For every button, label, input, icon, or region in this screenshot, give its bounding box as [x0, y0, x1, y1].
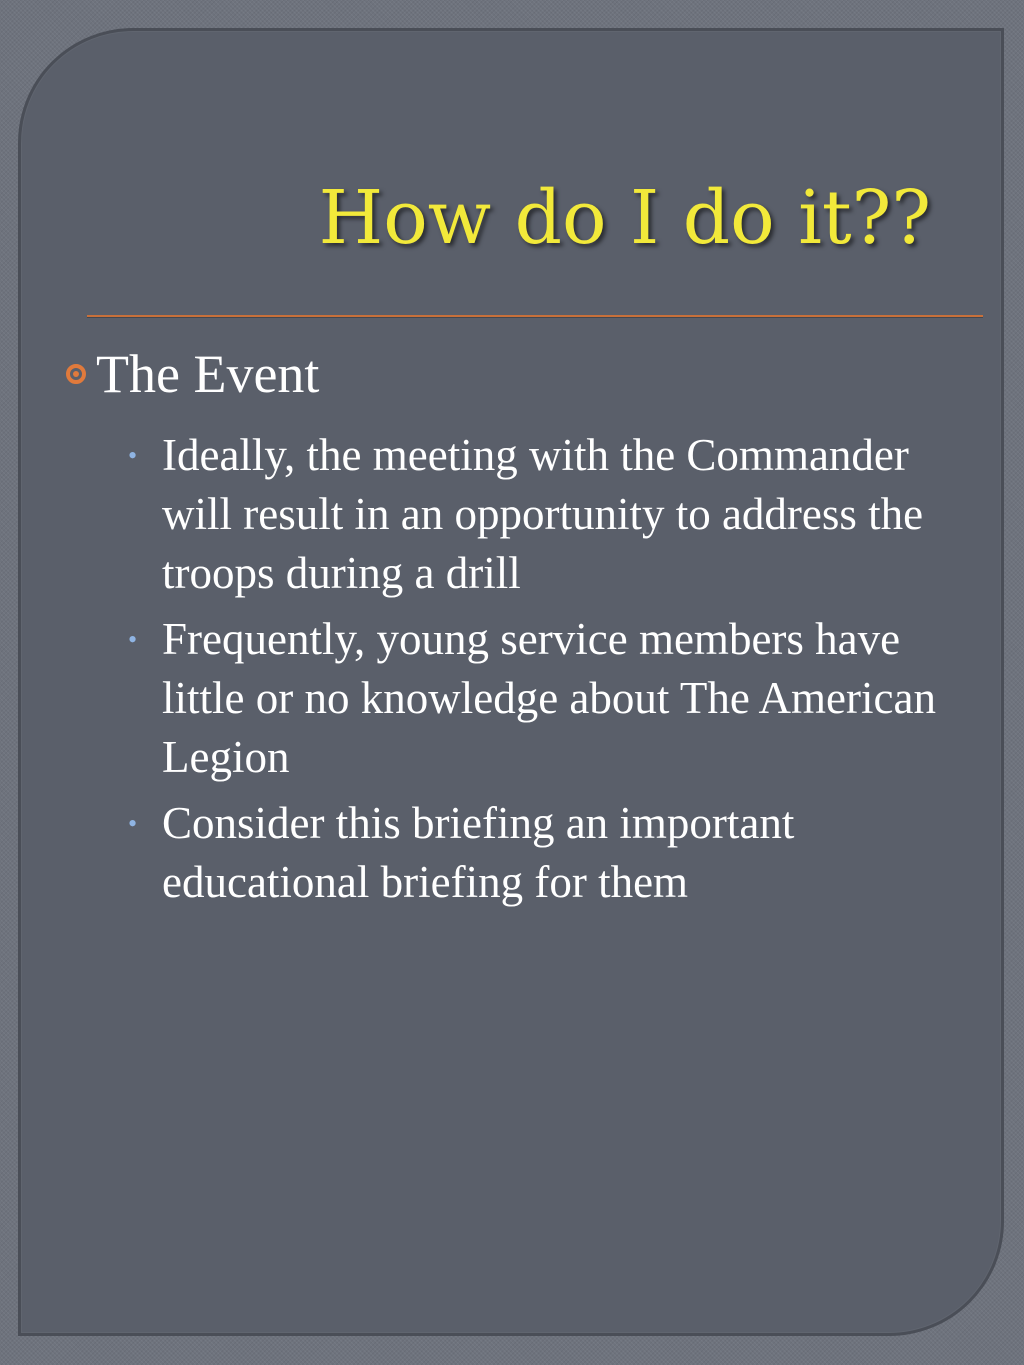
title-divider [87, 315, 983, 317]
sub-bullet-item [66, 426, 956, 603]
sub-bullet-item [66, 794, 956, 912]
dot-bullet-icon: • [128, 625, 138, 654]
sub-bullet-list [66, 426, 956, 912]
slide-title: How do I do it?? [318, 175, 931, 261]
sub-bullet-text: Frequently, young service members have little or no knowledge about The American Legion [162, 614, 936, 782]
sub-bullet-text: Ideally, the meeting with the Commander will result in an opportunity to address the troops during a drill [162, 430, 924, 598]
dot-bullet-icon: • [128, 809, 138, 838]
bullet-the-event [66, 342, 956, 406]
sub-bullet-item [66, 610, 956, 787]
slide-content [66, 342, 956, 919]
sub-bullet-text: Consider this briefing an important educational briefing for them [162, 798, 795, 907]
ring-bullet-icon [66, 364, 86, 384]
bullet-heading-text: The Event [96, 344, 320, 404]
dot-bullet-icon: • [128, 441, 138, 470]
